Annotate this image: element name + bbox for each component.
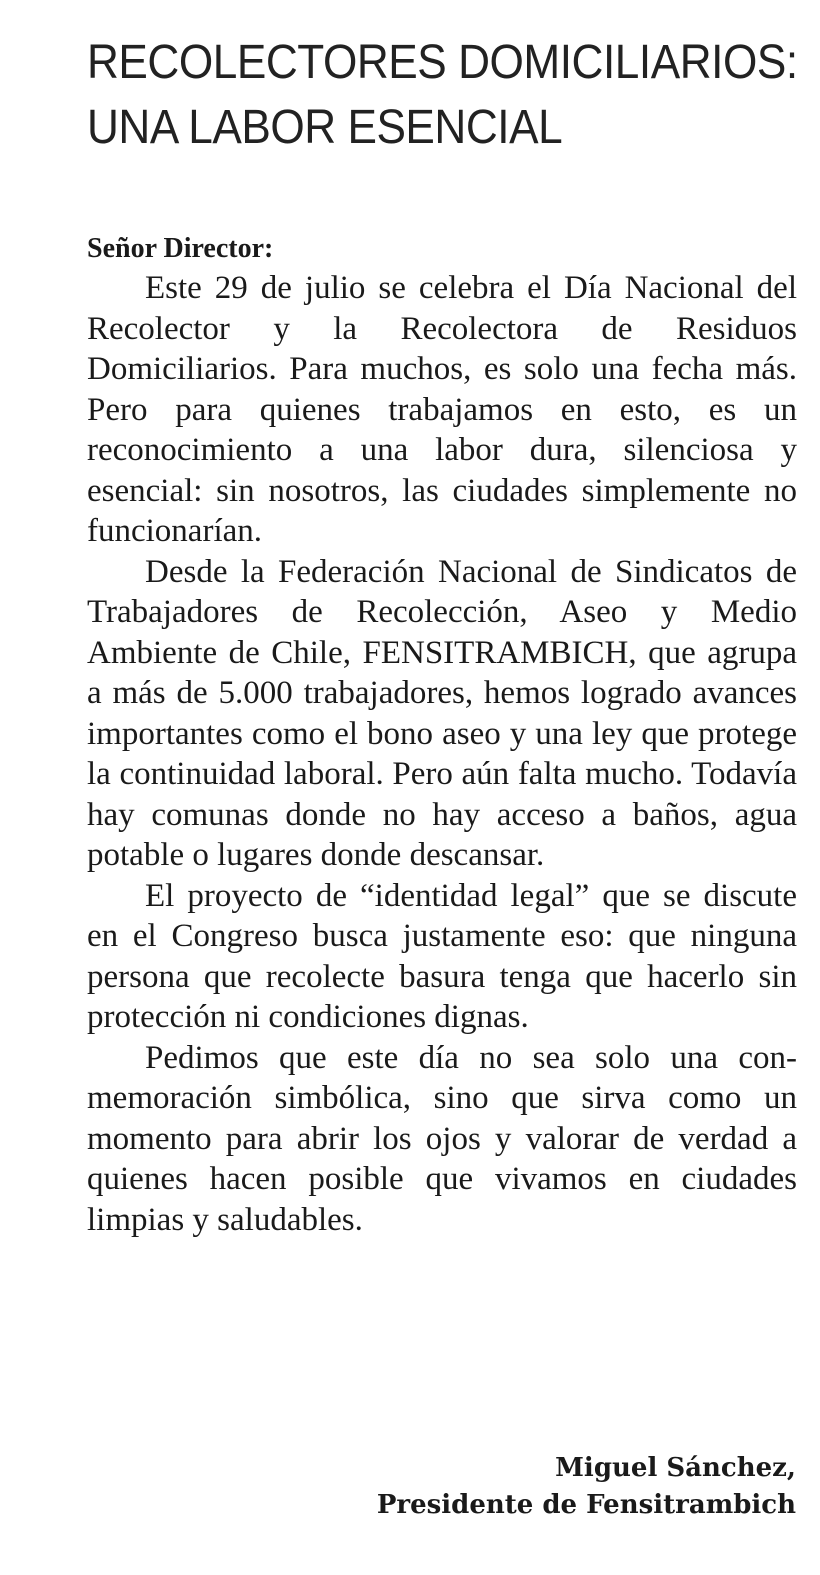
letter-body <box>87 268 797 1240</box>
paragraph: Pedimos que este día no sea solo una conmemoración simbólica, sino que sirva como un momento para abrir los ojos y valorar de verdad a quienes hacen posible que vivamos en ciudades limpias y saludables. <box>87 1039 797 1238</box>
paragraph: Este 29 de julio se celebra el Día Nacional del Recolector y la Recolectora de Residuos Domiciliarios. Para muchos, es solo una fecha más. Pero para quienes trabajamos en esto, es un reconocimiento a una labor dura, silenciosa y esencial: sin nosotros, las ciudades simplemente no funcionarían. <box>87 270 797 549</box>
signature-title: Presidente de Fensitrambich <box>376 1490 796 1520</box>
signature-name: Miguel Sánchez, <box>555 1453 796 1483</box>
paragraph: El proyecto de “identidad legal” que se discute en el Congreso busca justamente eso: que ninguna persona que recolecte basura tenga que hacerlo sin protección ni condiciones dignas. <box>87 877 797 1035</box>
paragraph: Desde la Federación Nacional de Sindicatos de Trabajadores de Recolección, Aseo y Medio Ambiente de Chile, FENSITRAMBICH, que agrupa a más de 5.000 trabajadores, hemos logrado avances importantes como el bono aseo y una ley que protege la continuidad laboral. Pero aún falta mucho. Todavía hay comunas donde no hay acceso a baños, agua potable o lugares donde descansar. <box>87 553 797 873</box>
salutation: Señor Director: <box>87 233 274 264</box>
signature <box>377 1450 796 1524</box>
letter-article <box>87 30 797 1240</box>
headline: RECOLECTORES DOMICILIARIOS: UNA LABOR ESENCIAL <box>87 36 798 154</box>
